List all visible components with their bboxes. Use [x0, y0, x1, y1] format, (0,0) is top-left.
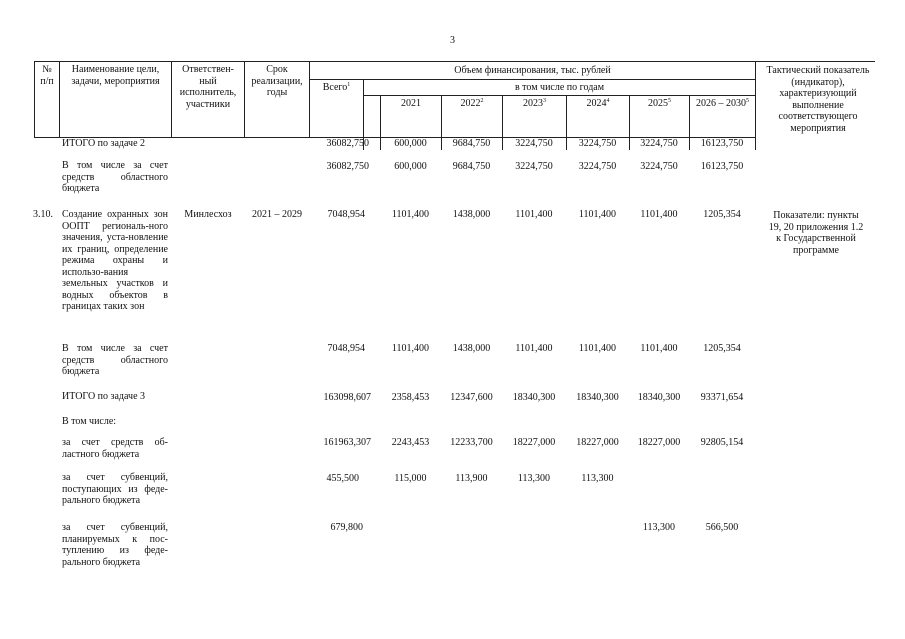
- header-year: 2025$^5$: [648, 98, 671, 109]
- header-responsible: Ответствен- ный исполнитель, участники: [179, 64, 237, 110]
- row-total: 36082,750: [326, 138, 369, 149]
- row-year-value: 18340,300: [576, 392, 619, 403]
- row-year-value: 3224,750: [578, 138, 617, 149]
- header-total: Всего$^1$: [322, 82, 351, 93]
- row-total: 7048,954: [327, 343, 365, 354]
- row-name: ИТОГО по задаче 3: [62, 391, 146, 402]
- row-name: за счет средств об-ластного бюджета: [62, 437, 168, 460]
- row-year-value: 3224,750: [515, 161, 553, 172]
- row-year-value: 93371,654: [700, 392, 744, 403]
- row-responsible: Минлесхоз: [184, 209, 232, 220]
- row-name: за счет субвенций, поступающих из феде-рального бюджета: [62, 472, 168, 506]
- header-name: Наименование цели, задачи, мероприятия: [71, 64, 160, 87]
- row-year-value: 600,000: [394, 161, 427, 172]
- row-year-value: 2358,453: [391, 392, 430, 403]
- header-term: Срок реализации, годы: [251, 64, 303, 98]
- row-total: 36082,750: [326, 161, 369, 172]
- row-year-value: 16123,750: [700, 161, 744, 172]
- page-number: 3: [450, 35, 455, 46]
- row-year-value: 115,000: [394, 473, 427, 484]
- row-total: 161963,307: [323, 437, 371, 448]
- row-year-value: 3224,750: [640, 138, 678, 149]
- row-term: 2021 – 2029: [252, 209, 302, 220]
- row-indicator: Показатели: пункты 19, 20 приложения 1.2 к Государственной программе: [768, 210, 864, 256]
- row-year-value: 566,500: [705, 522, 739, 533]
- row-year-value: 3224,750: [578, 161, 617, 172]
- row-year-value: 1101,400: [391, 343, 430, 354]
- row-year-value: 12347,600: [450, 392, 493, 403]
- row-year-value: 16123,750: [700, 138, 744, 149]
- row-year-value: 18227,000: [576, 437, 619, 448]
- row-year-value: 2243,453: [391, 437, 430, 448]
- header-mid-line: [309, 79, 755, 80]
- header-year: 2023$^3$: [523, 98, 546, 109]
- row-year-value: 1101,400: [391, 209, 430, 220]
- row-year-value: 1438,000: [452, 209, 491, 220]
- row-total: 455,500: [326, 473, 359, 484]
- header-years-line: [363, 95, 755, 96]
- col-border: [755, 61, 756, 150]
- row-name: В том числе:: [62, 416, 117, 427]
- header-funding: Объем финансирования, тыс. рублей: [454, 65, 611, 76]
- row-year-value: 1101,400: [515, 209, 553, 220]
- row-year-value: 18227,000: [512, 437, 556, 448]
- row-year-value: 600,000: [394, 138, 427, 149]
- row-year-value: 113,300: [517, 473, 551, 484]
- row-number: 3.10.: [33, 209, 53, 220]
- row-year-value: 18227,000: [637, 437, 681, 448]
- row-total: 679,800: [330, 522, 363, 533]
- row-year-value: 1101,400: [640, 209, 678, 220]
- row-year-value: 113,300: [642, 522, 676, 533]
- row-year-value: 12233,700: [450, 437, 493, 448]
- row-year-value: 1205,354: [703, 343, 741, 354]
- row-year-value: 18340,300: [637, 392, 681, 403]
- row-year-value: 1205,354: [703, 209, 741, 220]
- header-num: № п/п: [40, 64, 54, 87]
- row-year-value: 1438,000: [452, 343, 491, 354]
- header-indicator: Тактический показатель (индикатор), характеризующий выполнение соответствующего мероприятия: [766, 65, 870, 134]
- col-border: [59, 61, 60, 137]
- header-top-line: [34, 61, 875, 62]
- row-name: В том числе за счет средств областного бюджета: [62, 160, 168, 194]
- row-year-value: 1101,400: [578, 343, 617, 354]
- row-name: ИТОГО по задаче 2: [62, 138, 146, 149]
- row-year-value: 9684,750: [452, 161, 491, 172]
- row-name: Создание охранных зон ООПТ региональ-ного значения, уста-новление их границ, определение режима охраны и использо-вания земельных участков и водных объектов в границах таких зон: [62, 209, 168, 312]
- header-year: 2026 – 2030$^5$: [696, 98, 749, 109]
- row-year-value: 1101,400: [515, 343, 553, 354]
- row-name: В том числе за счет средств областного бюджета: [62, 343, 168, 377]
- header-year: 2024$^4$: [586, 98, 610, 109]
- row-year-value: 113,900: [455, 473, 488, 484]
- row-year-value: 113,300: [581, 473, 614, 484]
- header-year: 2022$^2$: [460, 98, 484, 109]
- row-year-value: 1101,400: [578, 209, 617, 220]
- row-year-value: 92805,154: [700, 437, 744, 448]
- header-year: 2021: [401, 98, 421, 109]
- row-year-value: 1101,400: [640, 343, 678, 354]
- row-name: за счет субвенций, планируемых к пос-туплению из феде-рального бюджета: [62, 522, 168, 568]
- row-year-value: 3224,750: [515, 138, 553, 149]
- row-year-value: 9684,750: [452, 138, 491, 149]
- header-by-year: в том числе по годам: [514, 82, 605, 93]
- row-year-value: 18340,300: [512, 392, 556, 403]
- row-year-value: 3224,750: [640, 161, 678, 172]
- row-total: 163098,607: [323, 392, 371, 403]
- row-total: 7048,954: [327, 209, 365, 220]
